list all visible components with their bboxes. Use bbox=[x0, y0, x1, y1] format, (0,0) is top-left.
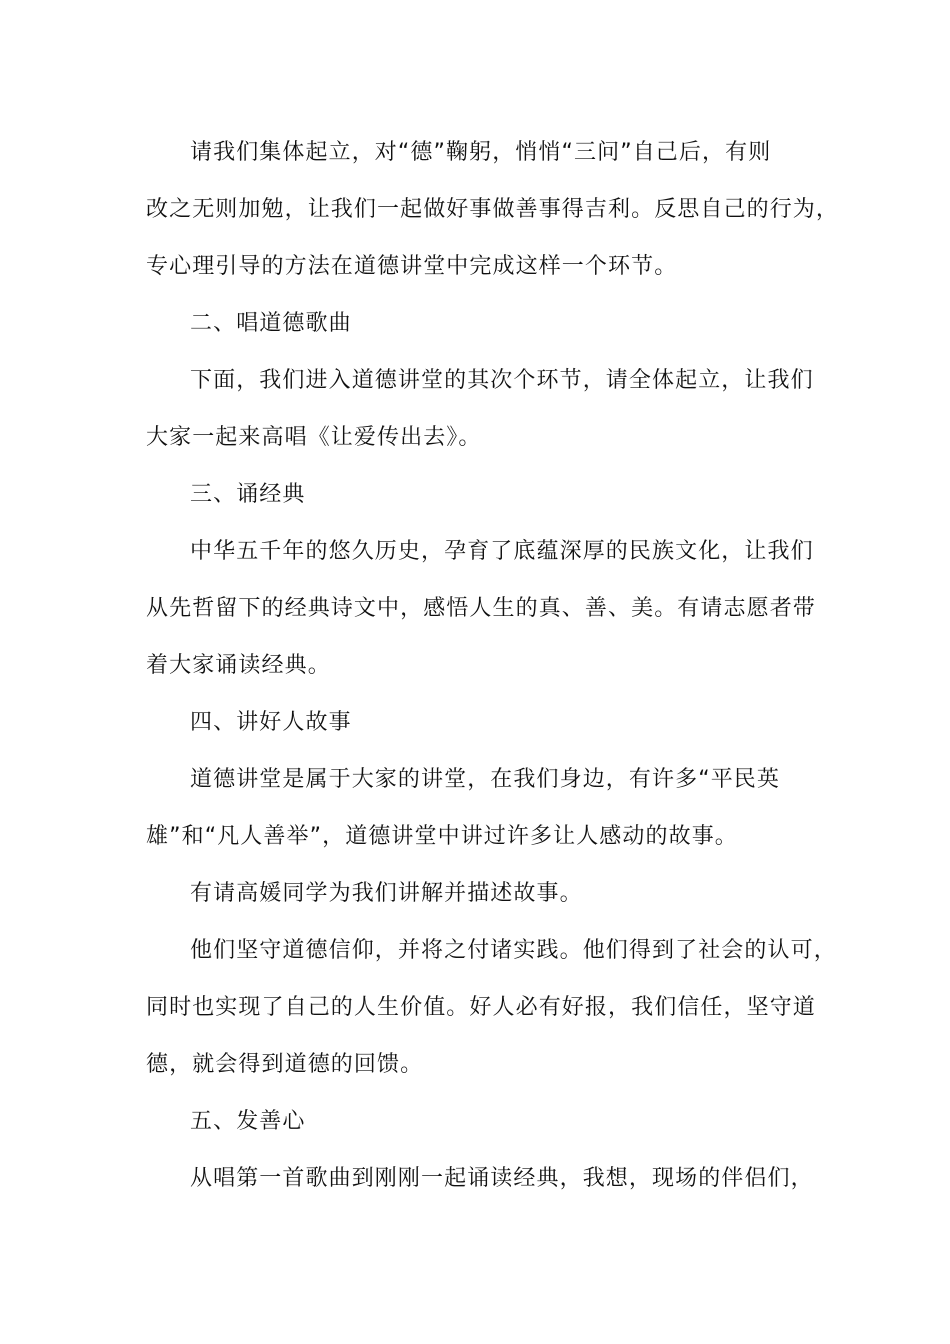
section-heading: 五、发善心 bbox=[190, 1109, 306, 1134]
paragraph-line: 同时也实现了自己的人生价值。好人必有好报，我们信任，坚守道 bbox=[146, 995, 816, 1020]
section-heading: 四、讲好人故事 bbox=[190, 710, 352, 735]
paragraph-line: 从唱第一首歌曲到刚刚一起诵读经典，我想，现场的伴侣们， bbox=[190, 1166, 814, 1191]
paragraph-line: 他们坚守道德信仰，并将之付诸实践。他们得到了社会的认可， bbox=[190, 938, 837, 963]
paragraph-line: 大家一起来高唱《让爱传出去》。 bbox=[146, 425, 482, 450]
section-heading: 三、诵经典 bbox=[190, 482, 306, 507]
paragraph-line: 从先哲留下的经典诗文中，感悟人生的真、善、美。有请志愿者带 bbox=[146, 596, 816, 621]
paragraph-line: 雄”和“凡人善举”，道德讲堂中讲过许多让人感动的故事。 bbox=[146, 824, 738, 849]
paragraph-line: 德，就会得到道德的回馈。 bbox=[146, 1052, 424, 1077]
paragraph-line: 请我们集体起立，对“德”鞠躬，悄悄“三问”自己后，有则 bbox=[190, 140, 772, 165]
paragraph-line: 有请高媛同学为我们讲解并描述故事。 bbox=[190, 881, 583, 906]
section-heading: 二、唱道德歌曲 bbox=[190, 311, 352, 336]
paragraph-line: 下面，我们进入道德讲堂的其次个环节，请全体起立，让我们 bbox=[190, 368, 814, 393]
paragraph-line: 着大家诵读经典。 bbox=[146, 653, 331, 678]
paragraph-line: 改之无则加勉，让我们一起做好事做善事得吉利。反思自己的行为， bbox=[146, 197, 840, 222]
paragraph-line: 道德讲堂是属于大家的讲堂，在我们身边，有许多“平民英 bbox=[190, 767, 780, 792]
paragraph-line: 专心理引导的方法在道德讲堂中完成这样一个环节。 bbox=[146, 254, 678, 279]
paragraph-line: 中华五千年的悠久历史，孕育了底蕴深厚的民族文化，让我们 bbox=[190, 539, 814, 564]
